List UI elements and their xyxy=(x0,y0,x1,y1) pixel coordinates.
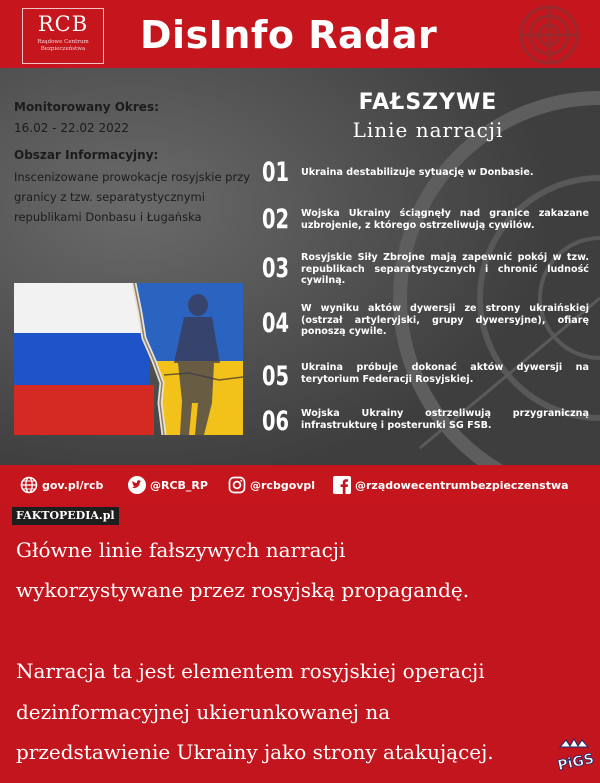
russia-flag-white-stripe xyxy=(14,283,144,333)
social-bar xyxy=(0,465,600,503)
narrative-item xyxy=(262,303,590,348)
caption-line: Główne linie fałszywych narracji xyxy=(16,538,346,562)
narrative-item xyxy=(262,361,590,393)
area-value: Inscenizowane prowokacje rosyjskie przy granicy z tzw. separatystycznymi republikami Donbasu i Ługańska xyxy=(14,170,251,224)
narratives-subtitle: Linie narracji xyxy=(352,118,504,142)
period-value: 16.02 - 22.02 2022 xyxy=(14,121,130,135)
logo-subtitle-line2: Bezpieczeństwa xyxy=(40,46,86,52)
narrative-item xyxy=(262,157,590,189)
narrative-text: Wojska Ukrainy ostrzeliwują przygraniczną infrastrukturę i posterunki SG FSB. xyxy=(301,408,589,431)
header xyxy=(0,0,600,68)
faktopedia-watermark: FAKTOPEDIA.pl xyxy=(12,507,119,525)
social-facebook-text: @rządowecentrumbezpieczenstwa xyxy=(355,478,569,492)
social-web-text: gov.pl/rcb xyxy=(42,478,104,492)
narrative-text: W wyniku aktów dywersji ze strony ukraińskiej (ostrzał artyleryjski, grupy dywersyjne), ofiarę ponoszą cywile. xyxy=(301,303,589,337)
narrative-item xyxy=(262,204,590,236)
facebook-icon xyxy=(333,476,351,494)
rcb-logo xyxy=(22,8,104,64)
instagram-icon xyxy=(228,476,246,494)
social-twitter-link[interactable] xyxy=(128,475,208,495)
corner-badge-logo xyxy=(552,737,596,781)
russia-flag-red-stripe xyxy=(14,385,154,435)
logo-subtitle-line1: Rządowe Centrum xyxy=(37,39,89,45)
russia-flag-blue-stripe xyxy=(14,333,149,385)
narrative-text: Rosyjskie Siły Zbrojne mają zapewnić pokój w tzw. republikach separatystycznych i chronić ludność cywilną. xyxy=(301,252,589,286)
logo-abbreviation: RCB xyxy=(37,12,89,36)
social-instagram-text: @rcbgovpl xyxy=(250,478,316,492)
caption-line: wykorzystywane przez rosyjską propagandę. xyxy=(16,578,470,602)
narrative-number: 02 xyxy=(262,204,290,235)
caption-line: dezinformacyjnej ukierunkowanej na xyxy=(16,700,391,724)
narratives-title: FAŁSZYWE xyxy=(358,90,498,115)
narrative-number: 05 xyxy=(262,361,290,392)
radar-crosshair-icon xyxy=(519,5,579,65)
narrative-number: 04 xyxy=(262,308,290,339)
info-panel xyxy=(0,68,600,465)
social-web-link[interactable] xyxy=(20,475,103,495)
social-facebook-link[interactable] xyxy=(333,475,569,495)
caption-line: przedstawienie Ukrainy jako strony atakującej. xyxy=(16,740,494,764)
caption-line: Narracja ta jest elementem rosyjskiej operacji xyxy=(16,659,485,683)
narrative-item xyxy=(262,406,590,438)
svg-text:PiGS: PiGS xyxy=(556,750,596,775)
narrative-text: Wojska Ukrainy ściągnęły nad granice zakazane uzbrojenie, z którego ostrzeliwują cywilów. xyxy=(301,208,589,231)
social-twitter-text: @RCB_RP xyxy=(150,478,208,492)
period-label: Monitorowany Okres: xyxy=(14,100,159,114)
narrative-text: Ukraina próbuje dokonać aktów dywersji na terytorium Federacji Rosyjskiej. xyxy=(301,362,589,385)
globe-icon xyxy=(20,476,38,494)
twitter-bird-icon xyxy=(128,476,146,494)
narrative-number: 01 xyxy=(262,157,290,188)
narrative-number: 06 xyxy=(262,406,290,437)
site-title: DisInfo Radar xyxy=(140,13,438,57)
area-label: Obszar Informacyjny: xyxy=(14,148,159,162)
narrative-text: Ukraina destabilizuje sytuację w Donbasie. xyxy=(301,167,534,178)
narrative-number: 03 xyxy=(262,253,290,284)
social-instagram-link[interactable] xyxy=(228,475,315,495)
narrative-item xyxy=(262,253,590,293)
flags-image xyxy=(14,283,243,435)
